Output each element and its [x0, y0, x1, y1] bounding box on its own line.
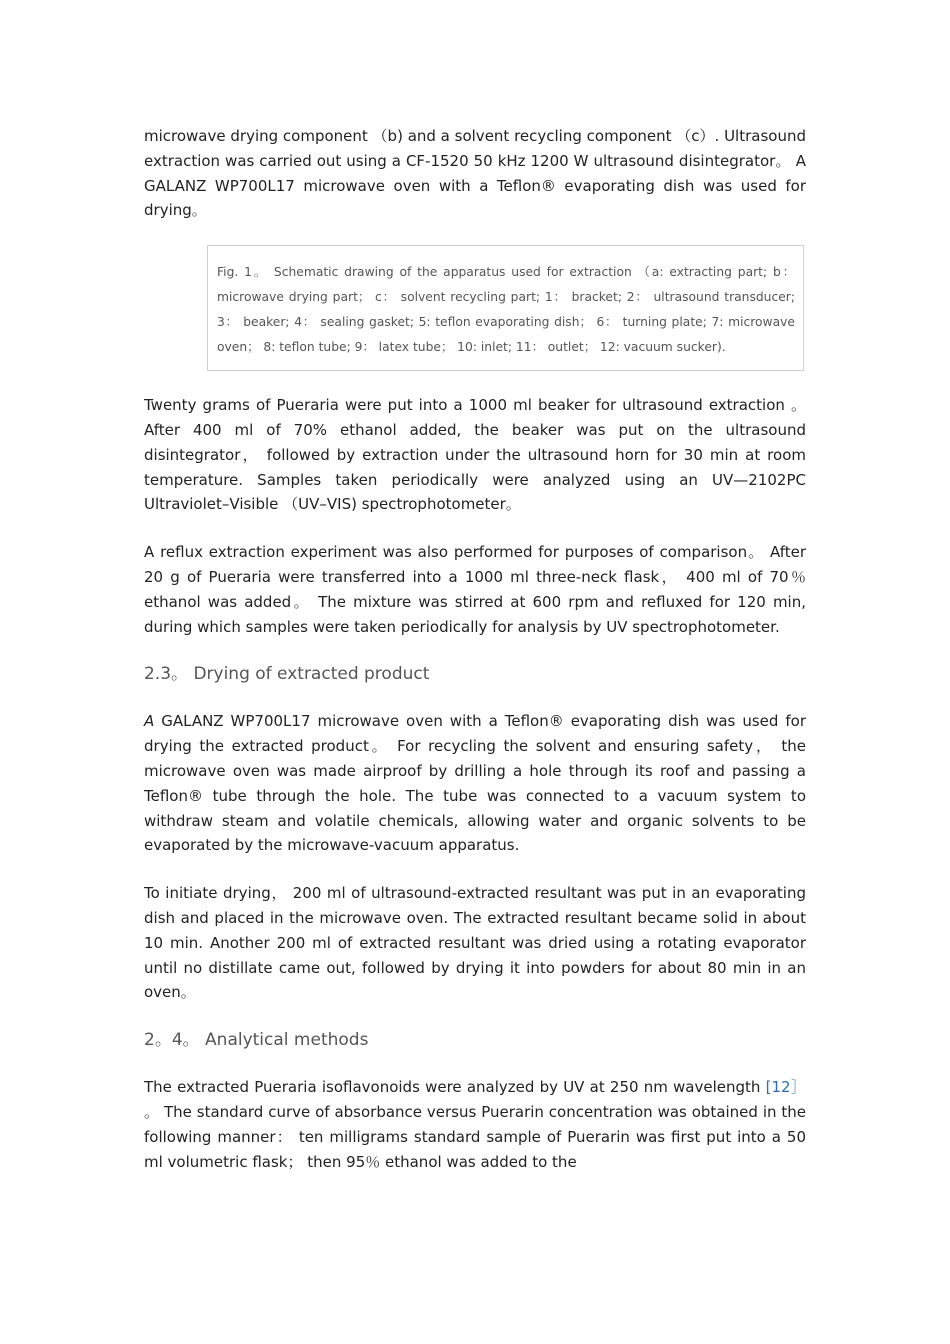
figure-caption-box — [207, 245, 804, 371]
paragraph-initiate-drying: To initiate drying， 200 ml of ultrasound-extracted resultant was put in an evaporating dish and placed in the microwave oven. The extracted resultant became solid in about 10 min. Another 200 ml of extracted resultant was dried using a rotating evaporator until no distillate came out, followed by drying it into powders for about 80 min in an oven。 — [144, 884, 806, 1002]
section-heading-2-3: 2.3。 Drying of extracted product — [144, 664, 430, 685]
paragraph-analytical-methods — [144, 1075, 806, 1174]
paragraph-reflux-extraction: A reflux extraction experiment was also performed for purposes of comparison。 After 20 g of Pueraria were transferred into a 1000 ml three-neck flask， 400 ml of 70％ ethanol was added。 The mixture was stirred at 600 rpm and refluxed for 120 min, during which samples were taken periodically for analysis by UV spectrophotometer. — [144, 543, 806, 636]
reference-link-12[interactable]: [12］ — [765, 1078, 806, 1097]
paragraph-drying-text: GALANZ WP700L17 microwave oven with a Teflon® evaporating dish was used for drying the extracted product。 For recycling the solvent and ensuring safety， the microwave oven was made airproof by drilling a hole through its roof and passing a Teflon® tube through the hole. The tube was connected to a vacuum system to withdraw steam and volatile chemicals, allowing water and organic solvents to be evaporated by the microwave-vacuum apparatus. — [144, 712, 806, 855]
paragraph-drying — [144, 709, 806, 858]
italic-a: A — [144, 712, 155, 731]
paragraph-ultrasound-extraction: Twenty grams of Pueraria were put into a 1000 ml beaker for ultrasound extraction 。 After 400 ml of 70% ethanol added, the beaker was put on the ultrasound disintegrator， followed by extraction under the ultrasound horn for 30 min at room temperature. Samples taken periodically were analyzed using an UV—2102PC Ultraviolet–Visible （UV–VIS) spectrophotometer。 — [144, 396, 806, 514]
analytical-text-b: 。 The standard curve of absorbance versus Puerarin concentration was obtained in the following manner： ten milligrams standard sample of Puerarin was first put into a 50 ml volumetric flask； then 95％ ethanol was added to the — [144, 1102, 806, 1171]
article-page — [144, 124, 806, 1174]
section-heading-2-4: 2。4。 Analytical methods — [144, 1030, 369, 1051]
paragraph-apparatus-intro: microwave drying component （b) and a solvent recycling component （c）. Ultrasound extraction was carried out using a CF-1520 50 kHz 1200 W ultrasound disintegrator。 A GALANZ WP700L17 microwave oven with a Teflon® evaporating dish was used for drying。 — [144, 127, 806, 220]
figure-1-caption: Fig. 1。 Schematic drawing of the apparatus used for extraction （a: extracting part; b：microwave drying part； c： solvent recycling part; 1： bracket; 2： ultrasound transducer; 3： beaker; 4： sealing gasket; 5: teflon evaporating dish； 6： turning plate; 7: microwave oven； 8: teflon tube; 9： latex tube； 10: inlet; 11： outlet； 12: vacuum sucker). — [217, 265, 795, 355]
analytical-text-a: The extracted Pueraria isoflavonoids were analyzed by UV at 250 nm wavelength — [144, 1078, 766, 1097]
